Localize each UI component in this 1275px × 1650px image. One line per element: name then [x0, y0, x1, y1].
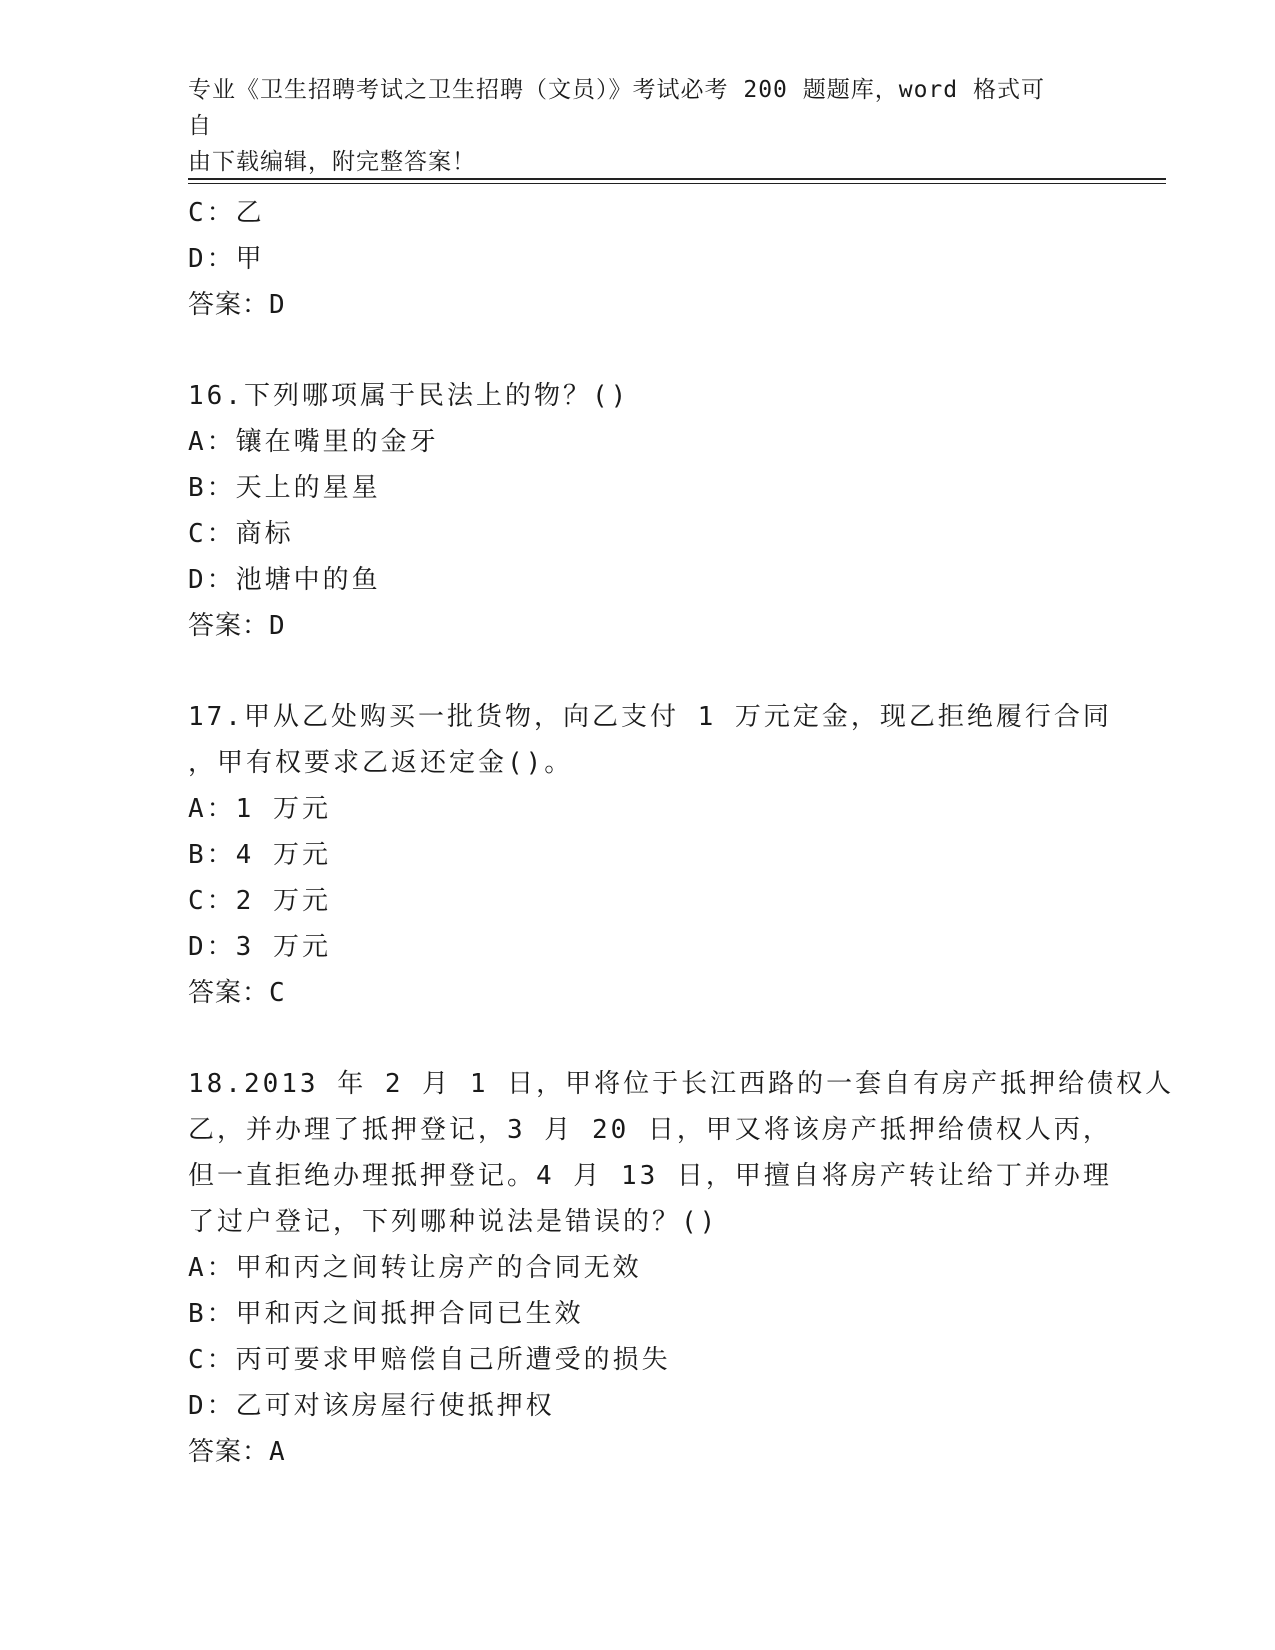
question-continued [188, 190, 1088, 328]
question-stem: 18.2013 年 2 月 1 日，甲将位于长江西路的一套自有房产抵押给债权人 [188, 1069, 1175, 1099]
option-b: B：天上的星星 [188, 473, 381, 503]
answer-value: D [269, 290, 286, 320]
question-16 [188, 373, 1088, 649]
page-header [188, 72, 1068, 180]
option-a: A：镶在嘴里的金牙 [188, 427, 439, 457]
option-c: C：乙 [188, 198, 265, 228]
question-stem: 了过户登记，下列哪种说法是错误的？() [188, 1207, 719, 1237]
answer-value: A [269, 1437, 286, 1467]
header-title-line-2: 由下载编辑，附完整答案！ [188, 149, 476, 175]
option-a: A：甲和丙之间转让房产的合同无效 [188, 1253, 642, 1283]
option-a: A：1 万元 [188, 794, 331, 824]
question-stem: 乙，并办理了抵押登记，3 月 20 日，甲又将该房产抵押给债权人丙， [188, 1115, 1112, 1145]
option-c: C：丙可要求甲赔偿自己所遭受的损失 [188, 1345, 671, 1375]
answer-line: 答案：C [188, 978, 286, 1008]
option-d: D：池塘中的鱼 [188, 565, 381, 595]
option-d: D：甲 [188, 244, 265, 274]
option-b: B：甲和丙之间抵押合同已生效 [188, 1299, 584, 1329]
answer-line: 答案：D [188, 611, 286, 641]
header-divider-thin [188, 183, 1166, 184]
answer-value: D [269, 611, 286, 641]
header-title-line-1: 专业《卫生招聘考试之卫生招聘（文员）》考试必考 200 题题库，word 格式可自 [188, 77, 1045, 139]
answer-value: C [269, 978, 286, 1008]
question-stem: ，甲有权要求乙返还定金()。 [188, 748, 574, 778]
question-list [188, 190, 1175, 1475]
answer-line: 答案：A [188, 1437, 286, 1467]
option-d: D：3 万元 [188, 932, 331, 962]
question-stem: 16.下列哪项属于民法上的物？() [188, 381, 630, 411]
question-stem: 但一直拒绝办理抵押登记。4 月 13 日，甲擅自将房产转让给丁并办理 [188, 1161, 1112, 1191]
option-c: C：2 万元 [188, 886, 331, 916]
question-18 [188, 1061, 1175, 1475]
option-b: B：4 万元 [188, 840, 331, 870]
answer-line: 答案：D [188, 290, 286, 320]
option-c: C：商标 [188, 519, 294, 549]
question-17 [188, 694, 1112, 1016]
question-stem: 17.甲从乙处购买一批货物，向乙支付 1 万元定金，现乙拒绝履行合同 [188, 702, 1112, 732]
header-divider [188, 178, 1166, 180]
option-d: D：乙可对该房屋行使抵押权 [188, 1391, 555, 1421]
